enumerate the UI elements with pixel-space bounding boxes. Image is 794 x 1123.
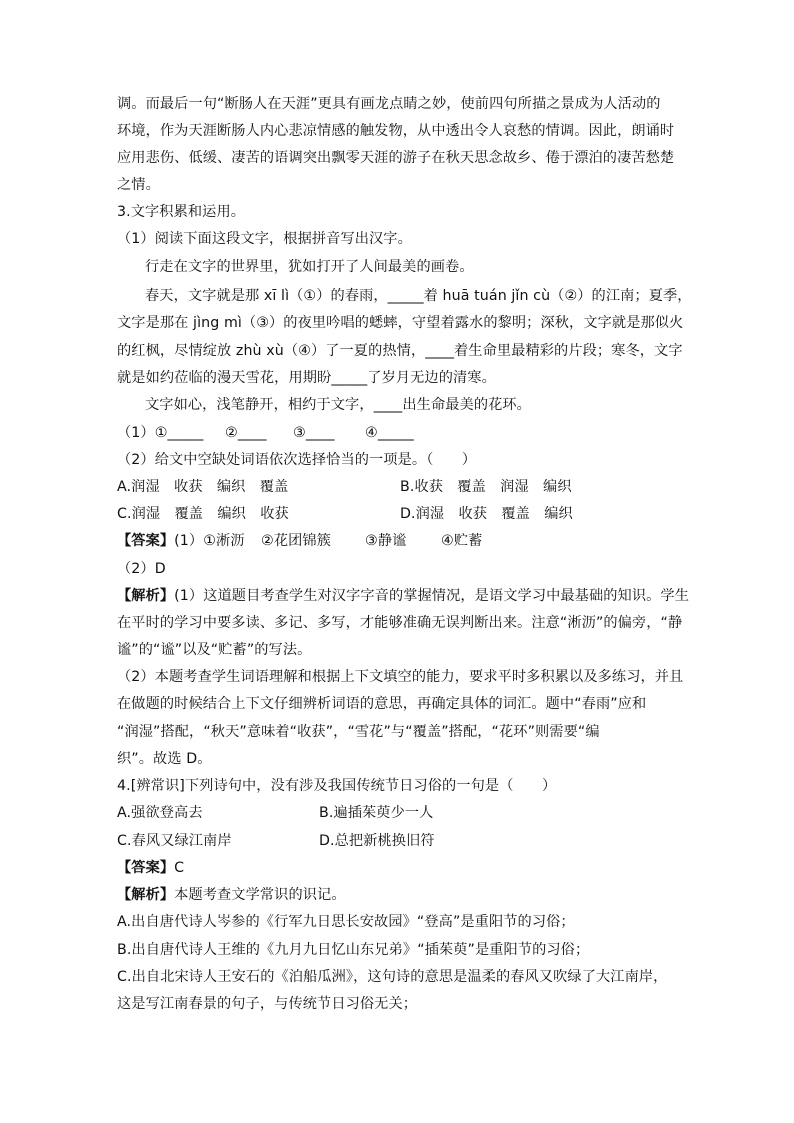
question-3-title: 3.文字积累和运用。 [117,204,246,220]
answer-line [117,857,677,879]
answer-blanks-row [117,422,677,444]
answer-line: （2）D [117,561,166,577]
blank-4: ④_____ [365,425,414,441]
analysis-line [117,585,689,607]
analysis-line: 织”。故选 D。 [117,751,212,767]
analysis-line: B.出自唐代诗人王维的《九月九日忆山东兄弟》“插茱萸”是重阳节的习俗； [117,942,590,958]
analysis-line: C.出自北宋诗人王安石的《泊船瓜洲》，这句诗的意思是温柔的春风又吹绿了大江南岸， [117,969,668,985]
option-a: A.强欲登高去 [117,805,203,821]
answer-item: ②花团锦簇 [261,533,331,549]
option-row [117,503,677,525]
passage-line: 春天，文字就是那 xī lì（①）的春雨，_____着 huā tuán jǐn cù（②）的江南；夏季， [145,288,692,304]
question-4-title: 4.[辨常识]下列诗句中，没有涉及我国传统节日习俗的一句是（ ） [117,778,557,794]
option-a: A.润湿 收获 编织 覆盖 [117,479,289,495]
analysis-line: 这是写江南春景的句子，与传统节日习俗无关； [117,996,418,1012]
passage-line: 行走在文字的世界里，犹如打开了人间最美的画卷。 [145,259,474,275]
analysis-line: 在平时的学习中要多读、多记、多写，才能够准确无误判断出来。注意“淅沥”的偏旁，“静 [117,615,683,631]
passage-line: 文字是那在 jìng mì（③）的夜里吟唱的蟋蟀，守望着露水的黎明；深秋，文字就是那似火 [117,315,684,331]
option-c: C.润湿 覆盖 编织 收获 [117,506,289,522]
analysis-line: （2）本题考查学生词语理解和根据上下文填空的能力，要求平时多积累以及多练习，并且 [117,669,684,685]
option-b: B.收获 覆盖 润湿 编织 [400,479,572,495]
analysis-line [117,884,677,906]
option-c: C.春风又绿江南岸 [117,833,232,849]
answer-item: ③静谧 [365,533,407,549]
blank-1: （1）①_____ [117,425,204,441]
analysis-tag: 【解析】 [117,887,175,903]
answer-item: (1）①淅沥 [174,533,245,549]
blank-3: ③____ [293,425,335,441]
analysis-line: A.出自唐代诗人岑参的《行军九日思长安故园》“登高”是重阳节的习俗； [117,914,575,930]
passage-line: 文字如心，浅笔静开，相约于文字，____出生命最美的花环。 [145,397,531,413]
option-b: B.遍插茱萸少一人 [319,805,434,821]
option-row [117,476,677,498]
option-row [117,830,677,852]
text-line: 环境，作为天涯断肠人内心悲凉情感的触发物，从中透出令人哀愁的情调。因此，朗诵时 [117,123,675,139]
analysis-tag: 【解析】 [117,588,175,604]
text-line: 应用悲伤、低缓、凄苦的语调突出飘零天涯的游子在秋天思念故乡、倦于漂泊的凄苦愁楚 [117,150,675,166]
text-line: 之情。 [117,177,160,193]
question-3-part-2: （2）给文中空缺处词语依次选择恰当的一项是。（ ） [117,452,477,468]
blank-2: ②____ [225,425,267,441]
analysis-text: 本题考查文学常识的识记。 [174,887,346,903]
question-3-part-1: （1）阅读下面这段文字，根据拼音写出汉字。 [117,231,412,247]
analysis-text: (1）这道题目考查学生对汉字字音的掌握情况，是语文学习中最基础的知识。学生 [174,588,689,604]
option-d: D.总把新桃换旧符 [319,833,435,849]
analysis-line: 谧”的“谧”以及“贮蓄”的写法。 [117,642,312,658]
answer-tag: 【答案】 [117,860,175,876]
analysis-line: “润湿”搭配，“秋天”意味着“收获”，“雪花”与“覆盖”搭配，“花环”则需要“编 [117,724,600,740]
analysis-line: 在做题的时候结合上下文仔细辨析词语的意思，再确定具体的词汇。题中“春雨”应和 [117,696,647,712]
answer-value: C [174,860,185,876]
answer-tag: 【答案】 [117,533,175,549]
passage-line: 就是如约莅临的漫天雪花，用期盼_____了岁月无边的清寒。 [117,370,496,386]
option-d: D.润湿 收获 覆盖 编织 [400,506,573,522]
passage-line: 的红枫，尽情绽放 zhù xù（④）了一夏的热情，____着生命里最精彩的片段；寒冬，文字 [117,343,683,359]
option-row [117,802,677,824]
text-line: 调。而最后一句“断肠人在天涯”更具有画龙点睛之妙，使前四句所描之景成为人活动的 [117,96,661,112]
answer-item: ④贮蓄 [441,533,483,549]
answer-row [117,530,677,552]
